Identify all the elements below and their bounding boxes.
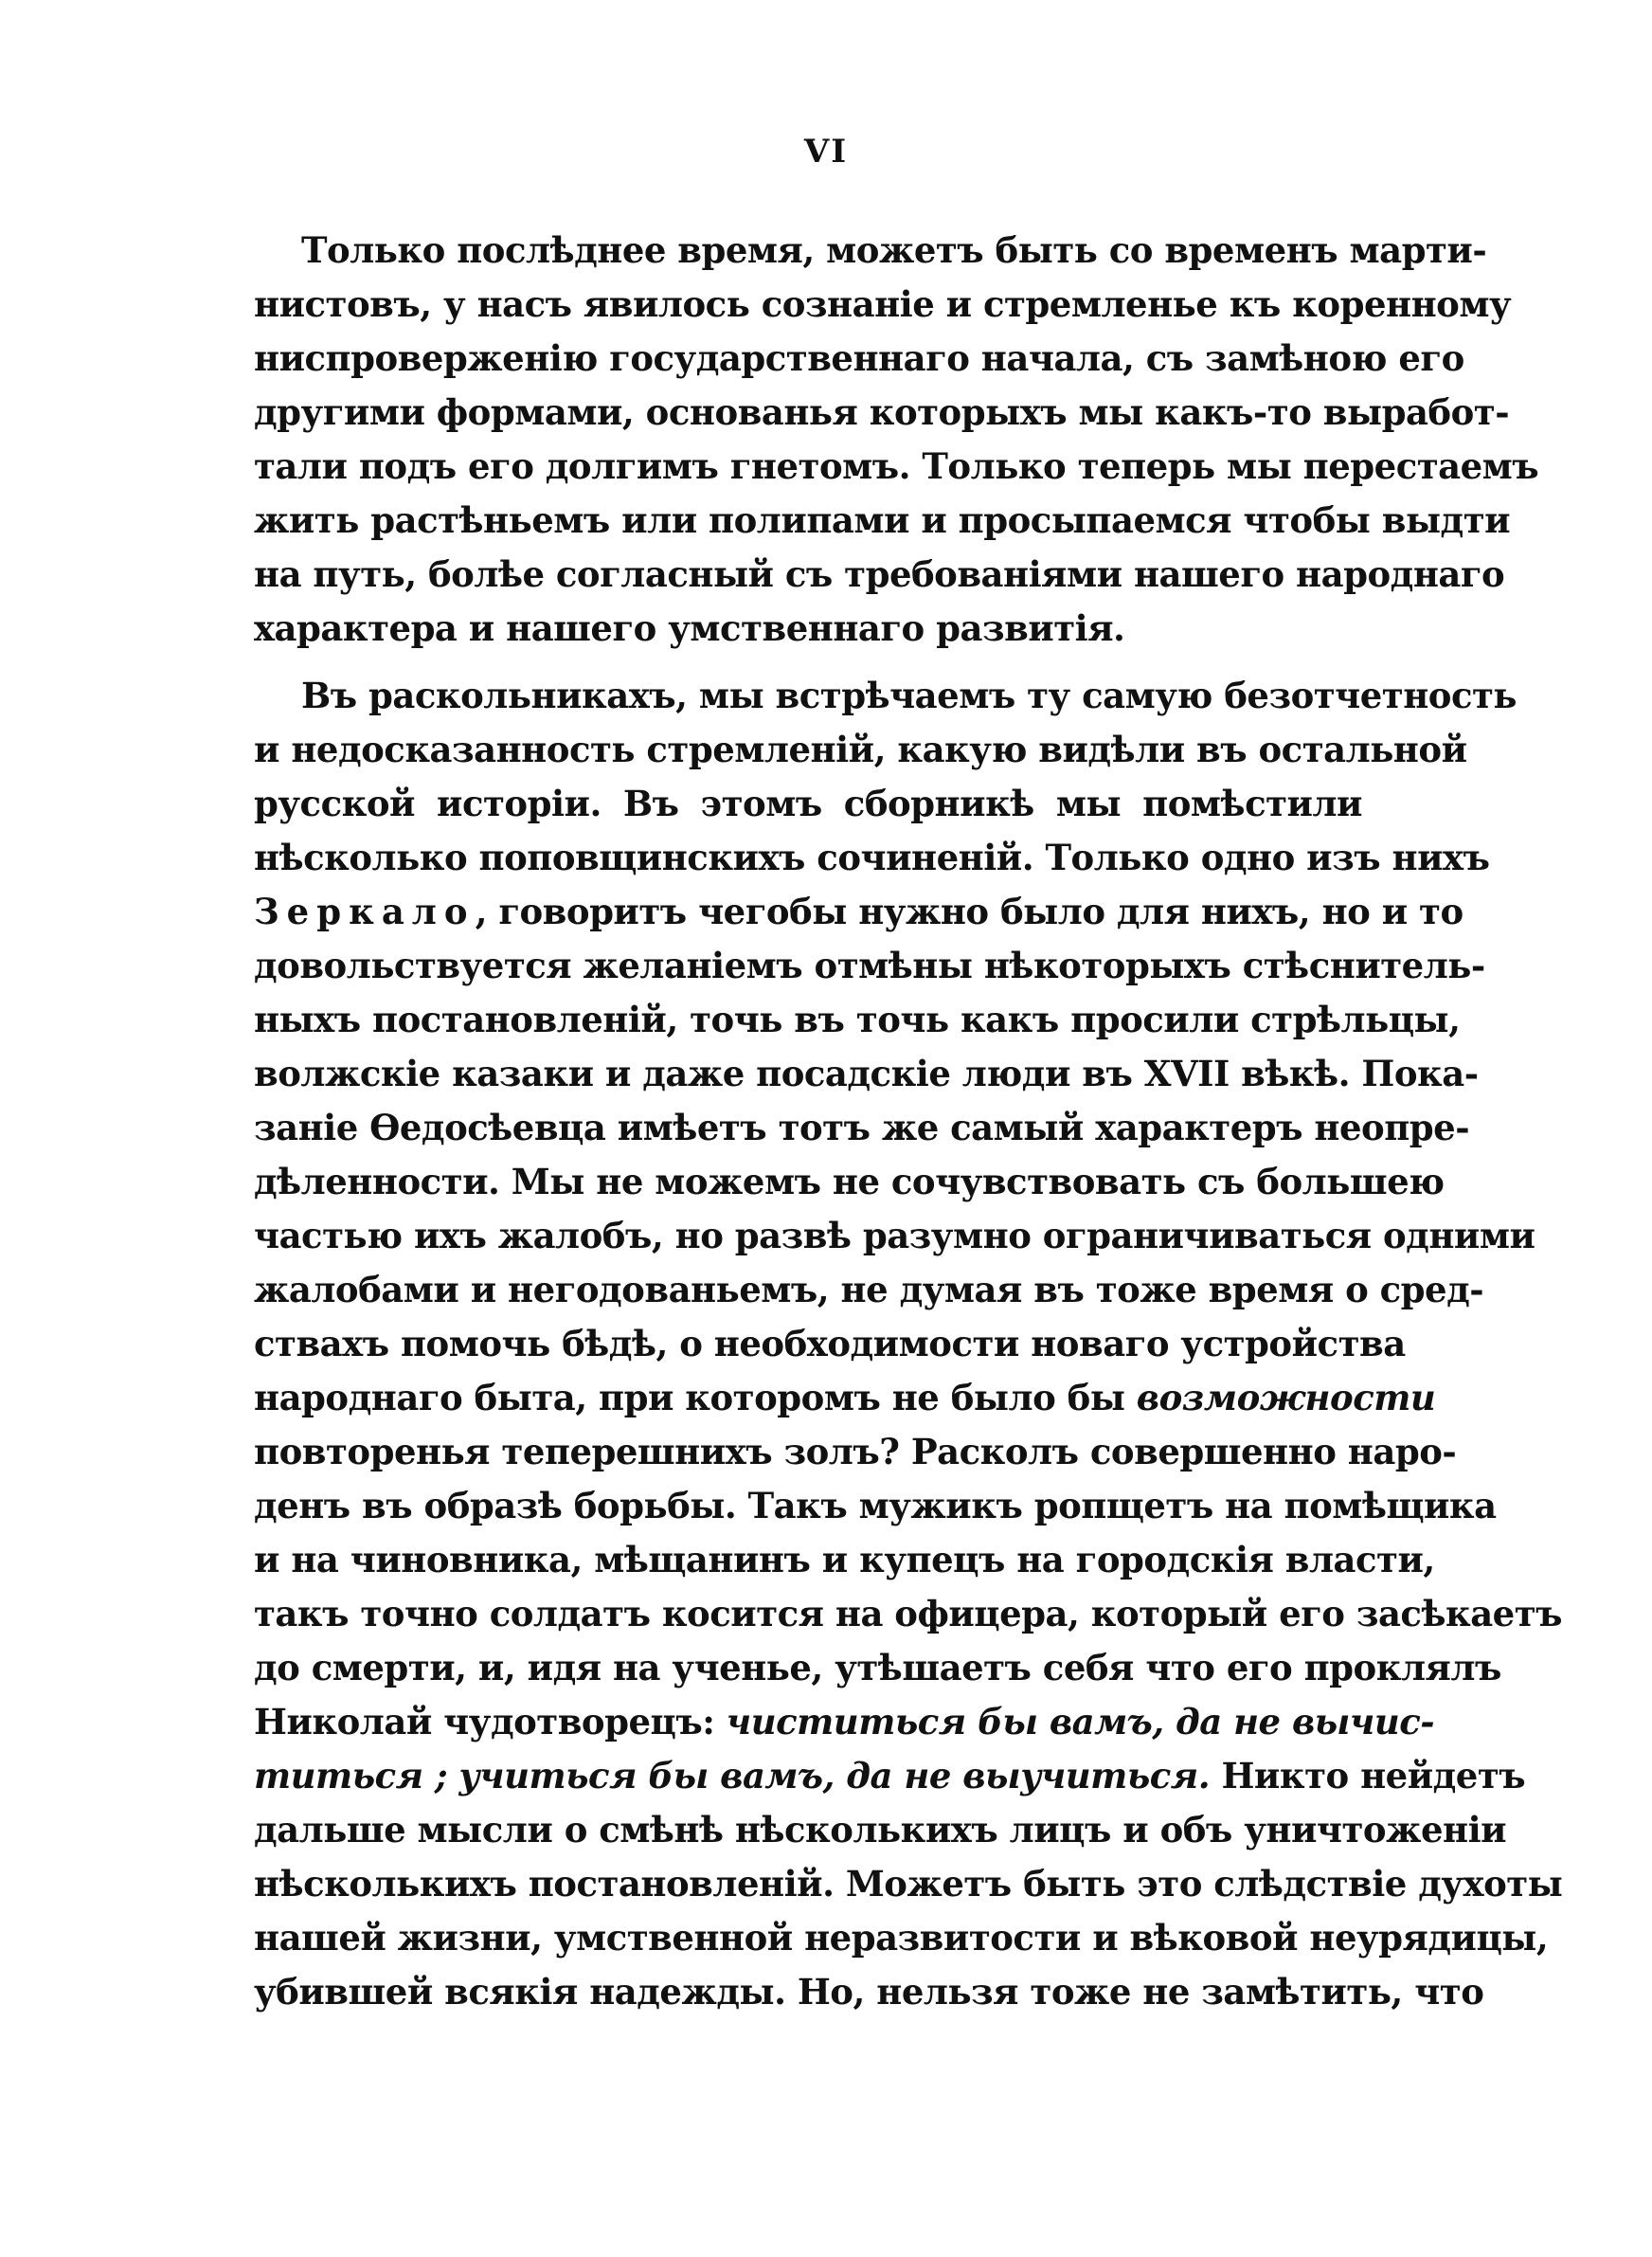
text-line: Только послѣднее время, можетъ быть со временъ марти-: [301, 229, 1487, 271]
text-line: до смерти, и, идя на ученье, утѣшаетъ себя что его проклялъ: [254, 1647, 1501, 1688]
text-line: тали подъ его долгимъ гнетомъ. Только теперь мы перестаемъ: [254, 445, 1539, 487]
text-segment: Николай чудотворецъ:: [254, 1701, 727, 1742]
text-line: на путь, болѣе согласный съ требованіями нашего народнаго: [254, 553, 1505, 595]
text-line: жить растѣньемъ или полипами и просыпаемся чтобы выдти: [254, 499, 1511, 541]
italic-segment: возможности: [1136, 1377, 1436, 1418]
text-line: дальше мысли о смѣнѣ нѣсколькихъ лицъ и объ уничтоженіи: [254, 1809, 1507, 1851]
text-segment: , говоритъ чегобы нужно было для нихъ, но и то: [475, 891, 1463, 932]
text-line: ствахъ помочь бѣдѣ, о необходимости новаго устройства: [254, 1323, 1406, 1364]
italic-segment: титься ; учиться бы вамъ, да не выучиться.: [254, 1755, 1211, 1797]
text-line: ниспроверженію государственнаго начала, съ замѣною его: [254, 337, 1464, 379]
text-segment: народнаго быта, при которомъ не было бы: [254, 1377, 1137, 1418]
text-line: частью ихъ жалобъ, но развѣ разумно ограничиваться одними: [254, 1215, 1535, 1256]
body-text: [254, 224, 1563, 2019]
text-line: нѣсколькихъ постановленій. Можетъ быть это слѣдствіе духоты: [254, 1863, 1563, 1905]
text-line: Въ раскольникахъ, мы встрѣчаемъ ту самую безотчетность: [301, 675, 1517, 716]
text-line: и на чиновника, мѣщанинъ и купецъ на городскія власти,: [254, 1539, 1435, 1580]
italic-segment: чиститься бы вамъ, да не вычис-: [726, 1701, 1435, 1742]
text-line: [254, 885, 1463, 939]
text-line: русской исторіи. Въ этомъ сборникѣ мы помѣстили: [254, 783, 1362, 824]
text-line: денъ въ образѣ борьбы. Такъ мужикъ ропщетъ на помѣщика: [254, 1485, 1497, 1526]
spaced-title-zerkalo: Зеркало: [254, 891, 476, 932]
text-line: убившей всякія надежды. Но, нельзя тоже не замѣтить, что: [254, 1971, 1484, 2013]
paragraph-2: [254, 669, 1563, 2019]
text-line: нѣсколько поповщинскихъ сочиненій. Только одно изъ нихъ: [254, 837, 1490, 878]
text-line: нистовъ, у насъ явилось сознаніе и стремленье къ коренному: [254, 283, 1512, 325]
text-line: жалобами и негодованьемъ, не думая въ тоже время о сред-: [254, 1269, 1484, 1310]
text-line: нашей жизни, умственной неразвитости и вѣковой неурядицы,: [254, 1917, 1549, 1959]
text-line: волжскіе казаки и даже посадскіе люди въ XVII вѣкѣ. Пока-: [254, 1053, 1479, 1094]
text-line: характера и нашего умственнаго развитія.: [254, 607, 1125, 649]
text-line: довольствуется желаніемъ отмѣны нѣкоторыхъ стѣснитель-: [254, 945, 1485, 986]
text-line: такъ точно солдатъ косится на офицера, который его засѣкаетъ: [254, 1593, 1563, 1634]
text-line: заніе Ѳедосѣевца имѣетъ тотъ же самый характеръ неопре-: [254, 1107, 1470, 1148]
text-line: повторенья теперешнихъ золъ? Расколъ совершенно наро-: [254, 1431, 1457, 1472]
text-line: [254, 1749, 1526, 1803]
text-line: ныхъ постановленій, точь въ точь какъ просили стрѣльцы,: [254, 999, 1461, 1040]
page-number: VI: [803, 133, 849, 171]
text-segment: Никто нейдетъ: [1210, 1755, 1526, 1797]
text-line: и недосказанность стремленій, какую видѣли въ остальной: [254, 729, 1467, 770]
text-line: [254, 1695, 1435, 1749]
paragraph-1: [254, 224, 1539, 656]
text-line: дѣленности. Мы не можемъ не сочувствовать съ большею: [254, 1161, 1445, 1202]
text-line: другими формами, основанья которыхъ мы какъ-то выработ-: [254, 391, 1510, 433]
text-line: [254, 1371, 1436, 1425]
